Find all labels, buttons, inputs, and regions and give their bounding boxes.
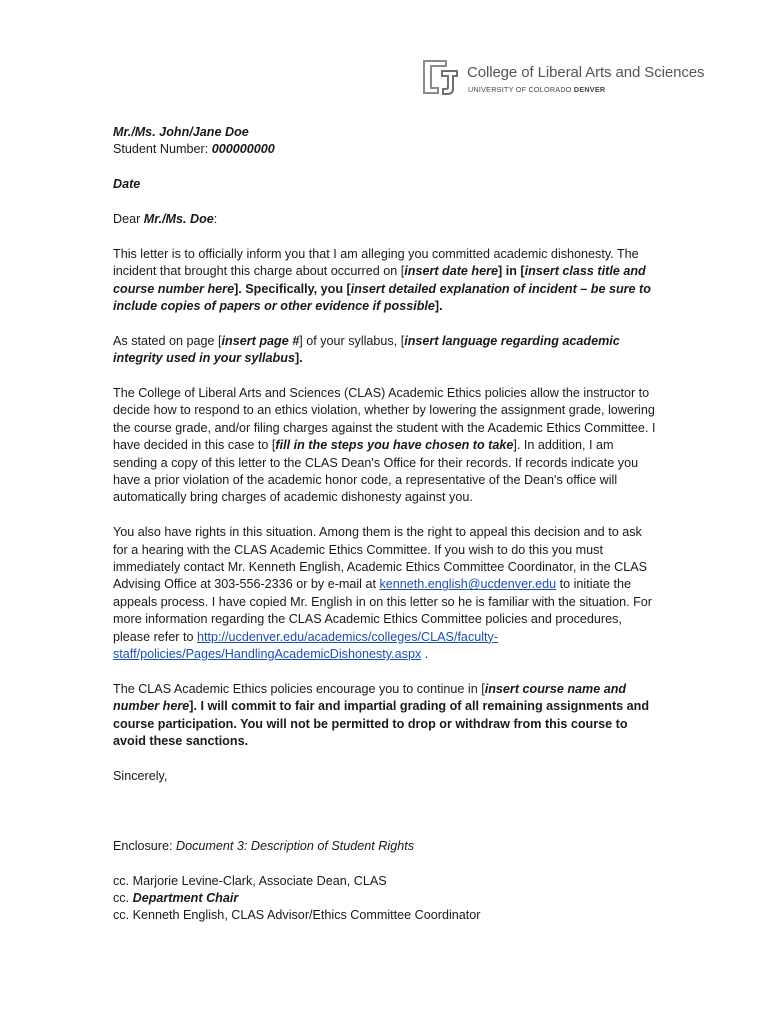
cc-list: cc. Marjorie Levine-Clark, Associate Dean, CLAS cc. Department Chair cc. Kenneth English, CLAS Advisor/Ethics Committee Coordinator [113,873,481,923]
paragraph-rights: You also have rights in this situation. Among them is the right to appeal this decision and to ask for a hearing with the CLAS Academic Ethics Committee. If you wish to do this you must immediately contact Mr. Kenneth English, Academic Ethics Committee Coordinator, in the CLAS Advising Office at 303-556-2336 or by e-mail at kenneth.english@ucdenver.edu to initiate the appeals process. I have copied Mr. English in on this letter so he is familiar with the situation. For more information regarding the CLAS Academic Ethics Committee policies and procedures, please refer to http://ucdenver.edu/academics/colleges/CLAS/faculty-staff/policies/Pages/HandlingAcademicDishonesty.aspx . [113,525,652,662]
university-name: UNIVERSITY OF COLORADO DENVER [468,85,606,94]
paragraph-continue: The CLAS Academic Ethics policies encourage you to continue in [insert course name and number here]. I will commit to fair and impartial grading of all remaining assignments and course participation. You will not be permitted to drop or withdraw from this course to avoid these sanctions. [113,681,650,749]
enclosure-line: Enclosure: Document 3: Description of Student Rights [113,838,415,853]
cc-department-chair: Department Chair [132,890,239,905]
clas-logo [420,58,720,100]
recipient-name: Mr./Ms. John/Jane Doe [113,125,249,139]
signature-space [113,803,658,838]
email-link[interactable]: kenneth.english@ucdenver.edu [379,577,557,592]
cu-monogram-icon [420,58,460,96]
recipient-block [113,124,658,159]
date-line: Date [113,177,141,192]
student-number: 000000000 [211,142,275,157]
college-name: College of Liberal Arts and Sciences [467,64,705,81]
salutation: Dear Mr./Ms. Doe: [113,212,218,226]
cc-line: cc. Kenneth English, CLAS Advisor/Ethics Committee Coordinator [113,908,481,923]
student-number-label: Student Number: [113,142,212,157]
letter-body [113,124,658,942]
paragraph-syllabus: As stated on page [insert page #] of your syllabus, [insert language regarding academic integrity used in your syllabus]. [113,333,620,366]
paragraph-policy: The College of Liberal Arts and Sciences (CLAS) Academic Ethics policies allow the instructor to decide how to respond to an ethics violation, whether by lowering the assignment grade, lowering the course grade, and/or filing charges against the student with the Academic Ethics Committee. I have decided in this case to [fill in the steps you have chosen to take]. In addition, I am sending a copy of this letter to the CLAS Dean's Office for their records. If records indicate you have a prior violation of the academic honor code, a representative of the Dean's office will automatically bring charges of academic dishonesty against you. [113,386,656,505]
policy-url-link[interactable]: http://ucdenver.edu/academics/colleges/CLAS/faculty-staff/policies/Pages/HandlingAcademicDishonesty.aspx [113,629,499,662]
cc-line: cc. Marjorie Levine-Clark, Associate Dean, CLAS [113,873,387,888]
closing: Sincerely, [113,768,168,783]
paragraph-allegation: This letter is to officially inform you that I am alleging you committed academic dishonesty. The incident that brought this charge about occurred on [insert date here] in [insert class title and course number here]. Specifically, you [insert detailed explanation of incident – be sure to include copies of papers or other evidence if possible]. [113,246,651,314]
